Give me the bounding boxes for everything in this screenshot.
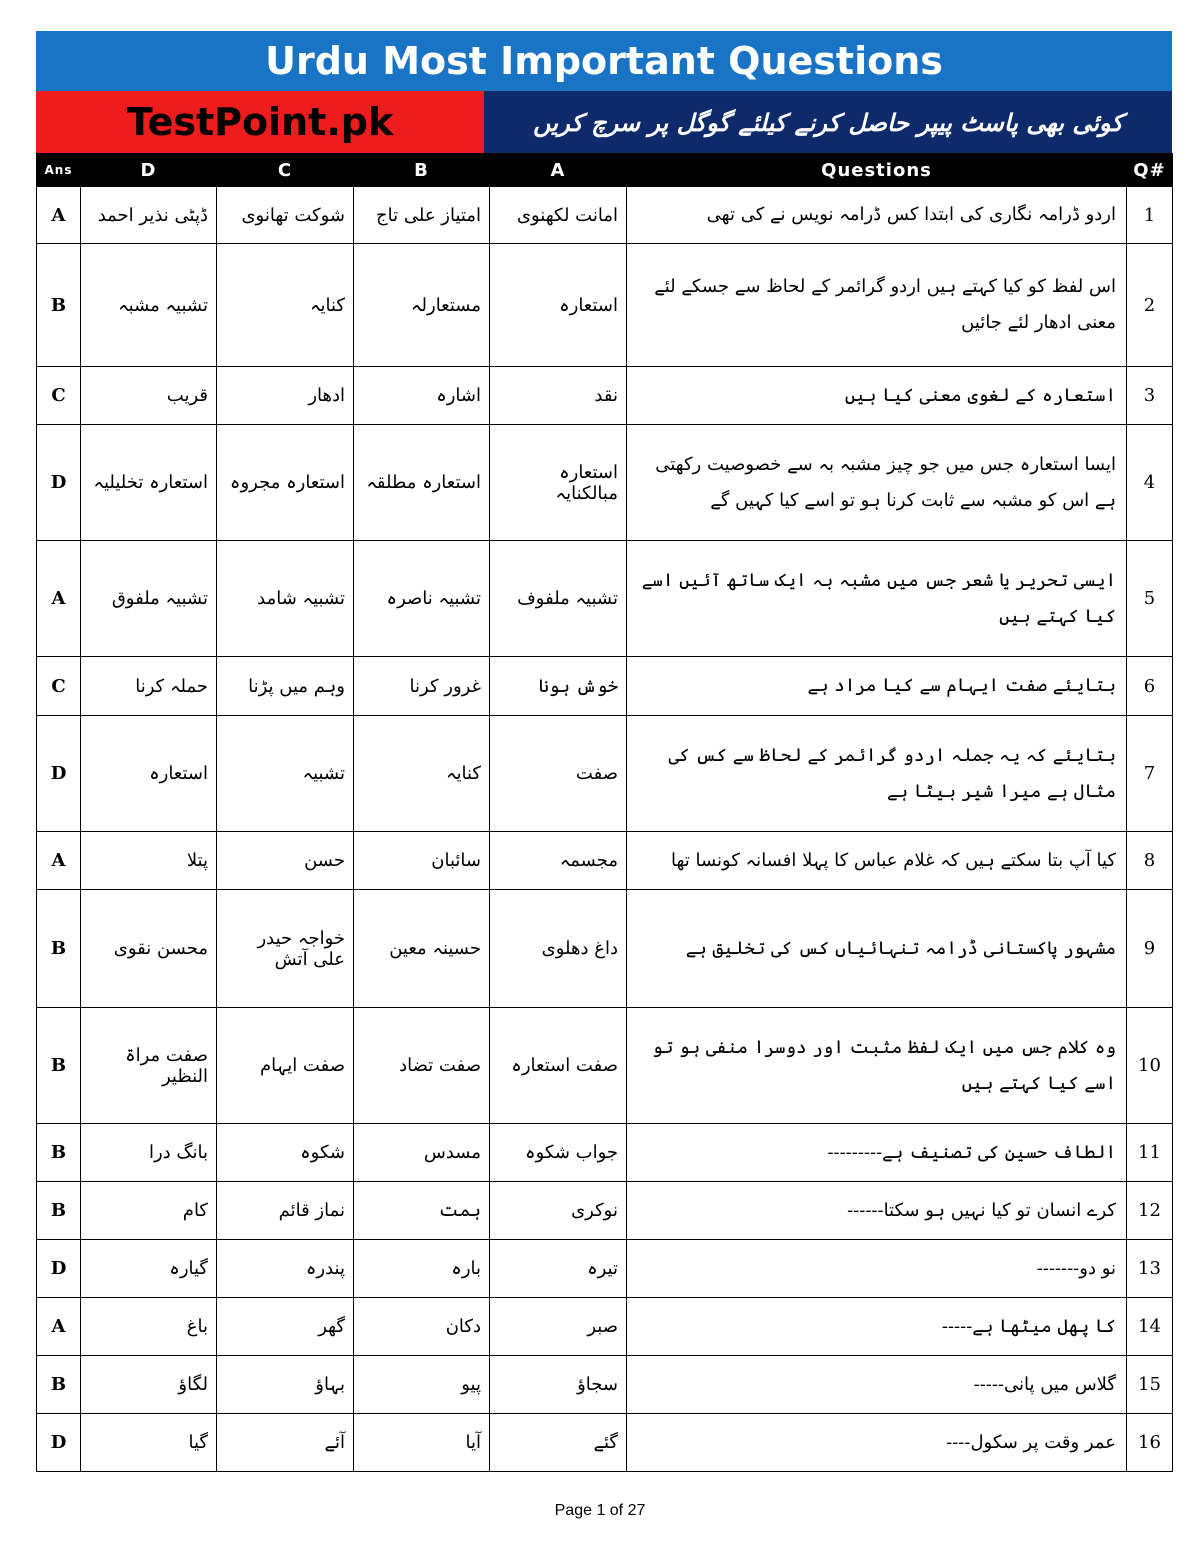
answer-cell: A <box>37 1298 81 1356</box>
option-a-cell: استعارہ <box>490 244 627 367</box>
option-d-cell: حملہ کرنا <box>81 657 217 716</box>
question-number-cell: 5 <box>1127 541 1173 657</box>
option-a-cell: سجاؤ <box>490 1356 627 1414</box>
header-questions: Questions <box>627 154 1127 187</box>
option-a-cell: تیرہ <box>490 1240 627 1298</box>
option-b-cell: آیا <box>354 1414 490 1472</box>
option-d-cell: تشبیہ مشبہ <box>81 244 217 367</box>
question-cell: بتایئے کہ یہ جملہ اردو گرائمر کے لحاظ سے کس کی مثال ہے میرا شیر بیٹا ہے <box>627 716 1127 832</box>
option-c-cell: کنایہ <box>217 244 354 367</box>
question-number-cell: 16 <box>1127 1414 1173 1472</box>
question-cell: گلاس میں پانی----- <box>627 1356 1127 1414</box>
page-number: Page 1 of 27 <box>554 1502 646 1519</box>
option-d-cell: پتلا <box>81 832 217 890</box>
option-d-cell: قریب <box>81 367 217 425</box>
question-cell: کیا آپ بتا سکتے ہیں کہ غلام عباس کا پہلا افسانہ کونسا تھا <box>627 832 1127 890</box>
table-row <box>37 1298 1173 1356</box>
table-row <box>37 1356 1173 1414</box>
option-c-cell: آئے <box>217 1414 354 1472</box>
question-cell: استعارہ کے لغوی معنی کیا ہیں <box>627 367 1127 425</box>
option-c-cell: پندرہ <box>217 1240 354 1298</box>
option-c-cell: بہاؤ <box>217 1356 354 1414</box>
question-number-cell: 15 <box>1127 1356 1173 1414</box>
question-number-cell: 7 <box>1127 716 1173 832</box>
question-number-cell: 3 <box>1127 367 1173 425</box>
answer-cell: B <box>37 1008 81 1124</box>
answer-cell: B <box>37 1182 81 1240</box>
option-d-cell: لگاؤ <box>81 1356 217 1414</box>
option-d-cell: صفت مراۃ النظیر <box>81 1008 217 1124</box>
table-row <box>37 244 1173 367</box>
question-cell: اس لفظ کو کیا کہتے ہیں اردو گرائمر کے لحاظ سے جسکے لئے معنی ادھار لئے جائیں <box>627 244 1127 367</box>
question-cell: اردو ڈرامہ نگاری کی ابتدا کس ڈرامہ نویس نے کی تھی <box>627 187 1127 244</box>
answer-cell: A <box>37 541 81 657</box>
header-option-d: D <box>81 154 217 187</box>
option-d-cell: بانگ درا <box>81 1124 217 1182</box>
option-b-cell: استعارہ مطلقہ <box>354 425 490 541</box>
option-c-cell: خواجہ حیدر علی آتش <box>217 890 354 1008</box>
option-c-cell: صفت ایہام <box>217 1008 354 1124</box>
option-a-cell: استعارہ مبالکنایہ <box>490 425 627 541</box>
question-cell: مشہور پاکستانی ڈرامہ تنہائیاں کس کی تخلیق ہے <box>627 890 1127 1008</box>
question-cell: بتایئے صفت ایہام سے کیا مراد ہے <box>627 657 1127 716</box>
option-c-cell: تشبیہ <box>217 716 354 832</box>
option-b-cell: مستعارلہ <box>354 244 490 367</box>
question-cell: عمر وقت پر سکول---- <box>627 1414 1127 1472</box>
answer-cell: A <box>37 832 81 890</box>
answer-cell: B <box>37 1124 81 1182</box>
option-b-cell: ہمت <box>354 1182 490 1240</box>
brand-label: TestPoint.pk <box>36 91 484 153</box>
answer-cell: B <box>37 1356 81 1414</box>
header-option-a: A <box>490 154 627 187</box>
option-c-cell: ادھار <box>217 367 354 425</box>
option-c-cell: شوکت تھانوی <box>217 187 354 244</box>
table-row <box>37 890 1173 1008</box>
table-row <box>37 1182 1173 1240</box>
table-row <box>37 367 1173 425</box>
option-a-cell: صفت استعارہ <box>490 1008 627 1124</box>
question-number-cell: 4 <box>1127 425 1173 541</box>
answer-cell: D <box>37 1240 81 1298</box>
question-cell: ایسی تحریر یا شعر جس میں مشبہ بہ ایک ساتھ آئیں اسے کیا کہتے ہیں <box>627 541 1127 657</box>
answer-cell: D <box>37 1414 81 1472</box>
option-c-cell: شکوہ <box>217 1124 354 1182</box>
option-b-cell: بارہ <box>354 1240 490 1298</box>
option-a-cell: خوش ہونا <box>490 657 627 716</box>
option-a-cell: داغ دھلوی <box>490 890 627 1008</box>
table-row <box>37 187 1173 244</box>
question-number-cell: 13 <box>1127 1240 1173 1298</box>
mcq-table <box>36 153 1173 1472</box>
question-number-cell: 10 <box>1127 1008 1173 1124</box>
option-b-cell: پیو <box>354 1356 490 1414</box>
option-d-cell: تشبیہ ملفوق <box>81 541 217 657</box>
promo-banner: کوئی بھی پاسٹ پیپر حاصل کرنے کیلئے گوگل پر سرچ کریں <box>484 91 1172 153</box>
question-cell: وہ کلام جس میں ایک لفظ مثبت اور دوسرا منفی ہو تو اسے کیا کہتے ہیں <box>627 1008 1127 1124</box>
question-number-cell: 2 <box>1127 244 1173 367</box>
option-c-cell: استعارہ مجروہ <box>217 425 354 541</box>
table-row <box>37 716 1173 832</box>
question-cell: کرے انسان تو کیا نہیں ہو سکتا------ <box>627 1182 1127 1240</box>
table-header-row <box>37 154 1173 187</box>
option-d-cell: محسن نقوی <box>81 890 217 1008</box>
question-cell: کا پھل میٹھا ہے----- <box>627 1298 1127 1356</box>
page-title: Urdu Most Important Questions <box>36 31 1172 91</box>
question-number-cell: 9 <box>1127 890 1173 1008</box>
answer-cell: C <box>37 367 81 425</box>
option-c-cell: حسن <box>217 832 354 890</box>
table-row <box>37 832 1173 890</box>
question-number-cell: 8 <box>1127 832 1173 890</box>
answer-cell: C <box>37 657 81 716</box>
option-b-cell: دکان <box>354 1298 490 1356</box>
header-option-b: B <box>354 154 490 187</box>
option-b-cell: اشارہ <box>354 367 490 425</box>
question-number-cell: 12 <box>1127 1182 1173 1240</box>
table-row <box>37 657 1173 716</box>
option-a-cell: تشبیہ ملفوف <box>490 541 627 657</box>
option-d-cell: ڈپٹی نذیر احمد <box>81 187 217 244</box>
option-b-cell: مسدس <box>354 1124 490 1182</box>
answer-cell: B <box>37 890 81 1008</box>
option-d-cell: گیارہ <box>81 1240 217 1298</box>
answer-cell: D <box>37 425 81 541</box>
option-b-cell: امتیاز علی تاج <box>354 187 490 244</box>
option-c-cell: تشبیہ شامد <box>217 541 354 657</box>
option-a-cell: نقد <box>490 367 627 425</box>
option-d-cell: کام <box>81 1182 217 1240</box>
header-option-c: C <box>217 154 354 187</box>
table-row <box>37 1124 1173 1182</box>
question-number-cell: 6 <box>1127 657 1173 716</box>
header-qnum: Q# <box>1127 154 1173 187</box>
option-b-cell: غرور کرنا <box>354 657 490 716</box>
option-a-cell: گئے <box>490 1414 627 1472</box>
option-d-cell: گیا <box>81 1414 217 1472</box>
option-b-cell: سائبان <box>354 832 490 890</box>
option-a-cell: صفت <box>490 716 627 832</box>
question-number-cell: 1 <box>1127 187 1173 244</box>
option-b-cell: تشبیہ ناصرہ <box>354 541 490 657</box>
table-row <box>37 1008 1173 1124</box>
option-c-cell: گھر <box>217 1298 354 1356</box>
question-cell: نو دو------- <box>627 1240 1127 1298</box>
answer-cell: B <box>37 244 81 367</box>
option-b-cell: حسینہ معین <box>354 890 490 1008</box>
option-b-cell: صفت تضاد <box>354 1008 490 1124</box>
option-d-cell: استعارہ تخلیلیہ <box>81 425 217 541</box>
table-row <box>37 1240 1173 1298</box>
table-row <box>37 425 1173 541</box>
table-row <box>37 541 1173 657</box>
answer-cell: D <box>37 716 81 832</box>
table-row <box>37 1414 1173 1472</box>
question-number-cell: 14 <box>1127 1298 1173 1356</box>
option-c-cell: نماز قائم <box>217 1182 354 1240</box>
option-d-cell: باغ <box>81 1298 217 1356</box>
option-a-cell: جواب شکوہ <box>490 1124 627 1182</box>
option-b-cell: کنایہ <box>354 716 490 832</box>
option-c-cell: وہم میں پڑنا <box>217 657 354 716</box>
header-ans: Ans <box>37 154 81 187</box>
question-cell: ایسا استعارہ جس میں جو چیز مشبہ بہ سے خصوصیت رکھتی ہے اس کو مشبہ سے ثابت کرنا ہو تو اسے کیا کہیں گے <box>627 425 1127 541</box>
option-a-cell: نوکری <box>490 1182 627 1240</box>
question-cell: الطاف حسین کی تصنیف ہے--------- <box>627 1124 1127 1182</box>
option-a-cell: امانت لکھنوی <box>490 187 627 244</box>
question-number-cell: 11 <box>1127 1124 1173 1182</box>
answer-cell: A <box>37 187 81 244</box>
option-a-cell: مجسمہ <box>490 832 627 890</box>
option-a-cell: صبر <box>490 1298 627 1356</box>
option-d-cell: استعارہ <box>81 716 217 832</box>
